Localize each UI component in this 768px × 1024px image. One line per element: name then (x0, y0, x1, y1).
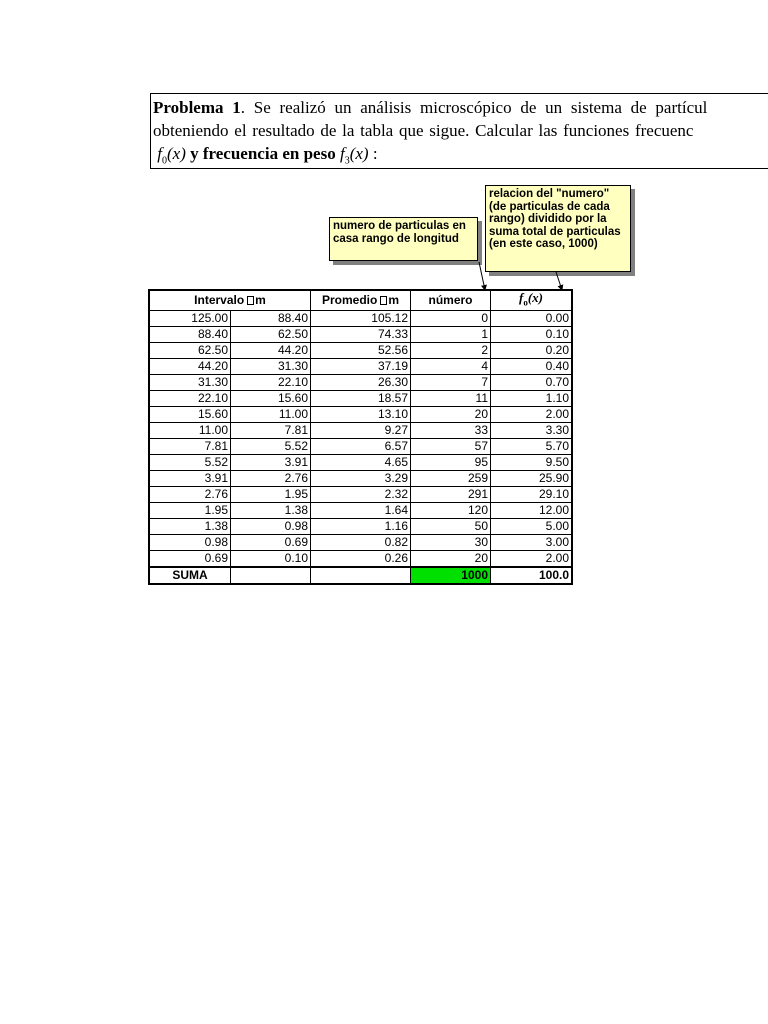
cell-f0: 0.70 (491, 374, 573, 390)
numero-total: 1000 (411, 567, 491, 584)
cell-f0: 25.90 (491, 470, 573, 486)
empty-cell (231, 567, 311, 584)
cell-intervalo-max: 125.00 (149, 310, 231, 326)
cell-intervalo-min: 62.50 (231, 326, 311, 342)
table-row (149, 470, 572, 486)
cell-intervalo-max: 15.60 (149, 406, 231, 422)
cell-promedio: 1.64 (311, 502, 411, 518)
cell-intervalo-max: 5.52 (149, 454, 231, 470)
problem-line-2: obteniendo el resultado de la tabla que sigue. Calcular las funciones frecuenc (153, 121, 694, 140)
cell-promedio: 0.26 (311, 550, 411, 567)
cell-numero: 20 (411, 550, 491, 567)
callout-numero: numero de particulas en casa rango de longitud (329, 217, 478, 261)
problem-line-3: $f_0(x)$ y frecuencia en peso $f_3(x)$ : (157, 144, 378, 167)
table-row (149, 358, 572, 374)
cell-intervalo-min: 0.98 (231, 518, 311, 534)
cell-f0: 0.10 (491, 326, 573, 342)
problem-label: Problema 1 (153, 98, 241, 117)
cell-intervalo-min: 15.60 (231, 390, 311, 406)
table-row (149, 342, 572, 358)
cell-numero: 259 (411, 470, 491, 486)
cell-intervalo-max: 0.98 (149, 534, 231, 550)
cell-numero: 57 (411, 438, 491, 454)
cell-numero: 291 (411, 486, 491, 502)
table-header-row (149, 290, 572, 310)
table-footer-row (149, 567, 572, 584)
cell-promedio: 2.32 (311, 486, 411, 502)
particle-table (148, 289, 573, 585)
cell-f0: 0.00 (491, 310, 573, 326)
table-row (149, 326, 572, 342)
cell-promedio: 37.19 (311, 358, 411, 374)
problem-line-1: Problema 1. Se realizó un análisis microscópico de un sistema de partícul (153, 98, 708, 117)
cell-f0: 0.40 (491, 358, 573, 374)
cell-intervalo-max: 7.81 (149, 438, 231, 454)
cell-promedio: 13.10 (311, 406, 411, 422)
cell-f0: 3.00 (491, 534, 573, 550)
table-row (149, 374, 572, 390)
missing-glyph-icon (247, 296, 254, 305)
formula-f3: $f_3(x)$ (339, 144, 369, 167)
cell-f0: 2.00 (491, 550, 573, 567)
table-row (149, 390, 572, 406)
cell-f0: 5.70 (491, 438, 573, 454)
header-intervalo: Intervalo m (149, 290, 311, 310)
cell-numero: 4 (411, 358, 491, 374)
missing-glyph-icon (380, 296, 387, 305)
arrow-to-f0-column (556, 272, 562, 290)
cell-f0: 2.00 (491, 406, 573, 422)
table-row (149, 454, 572, 470)
cell-numero: 120 (411, 502, 491, 518)
cell-numero: 95 (411, 454, 491, 470)
cell-promedio: 26.30 (311, 374, 411, 390)
cell-f0: 12.00 (491, 502, 573, 518)
cell-intervalo-min: 0.10 (231, 550, 311, 567)
cell-promedio: 1.16 (311, 518, 411, 534)
cell-intervalo-max: 62.50 (149, 342, 231, 358)
cell-f0: 9.50 (491, 454, 573, 470)
cell-intervalo-max: 2.76 (149, 486, 231, 502)
cell-numero: 20 (411, 406, 491, 422)
cell-intervalo-max: 44.20 (149, 358, 231, 374)
cell-intervalo-max: 0.69 (149, 550, 231, 567)
cell-promedio: 52.56 (311, 342, 411, 358)
cell-promedio: 18.57 (311, 390, 411, 406)
problem-statement (150, 93, 768, 169)
cell-intervalo-min: 88.40 (231, 310, 311, 326)
table-row (149, 438, 572, 454)
cell-numero: 11 (411, 390, 491, 406)
cell-numero: 30 (411, 534, 491, 550)
cell-numero: 33 (411, 422, 491, 438)
cell-promedio: 105.12 (311, 310, 411, 326)
table-row (149, 310, 572, 326)
formula-f0: $f_0(x)$ (157, 144, 186, 167)
callout-relacion: relacion del "numero" (de particulas de cada rango) dividido por la suma total de particulas (en este caso, 1000) (485, 185, 631, 272)
cell-numero: 50 (411, 518, 491, 534)
cell-f0: 3.30 (491, 422, 573, 438)
cell-intervalo-max: 1.38 (149, 518, 231, 534)
suma-label: SUMA (149, 567, 231, 584)
cell-intervalo-min: 2.76 (231, 470, 311, 486)
cell-intervalo-max: 11.00 (149, 422, 231, 438)
cell-intervalo-max: 1.95 (149, 502, 231, 518)
cell-intervalo-max: 88.40 (149, 326, 231, 342)
table-row (149, 518, 572, 534)
table-row (149, 550, 572, 567)
cell-numero: 7 (411, 374, 491, 390)
empty-cell (311, 567, 411, 584)
cell-numero: 1 (411, 326, 491, 342)
table-row (149, 422, 572, 438)
cell-f0: 5.00 (491, 518, 573, 534)
cell-intervalo-min: 1.38 (231, 502, 311, 518)
cell-promedio: 9.27 (311, 422, 411, 438)
cell-intervalo-min: 44.20 (231, 342, 311, 358)
table-row (149, 534, 572, 550)
cell-promedio: 3.29 (311, 470, 411, 486)
cell-promedio: 6.57 (311, 438, 411, 454)
cell-numero: 0 (411, 310, 491, 326)
cell-intervalo-min: 22.10 (231, 374, 311, 390)
cell-intervalo-min: 11.00 (231, 406, 311, 422)
cell-f0: 29.10 (491, 486, 573, 502)
cell-intervalo-max: 3.91 (149, 470, 231, 486)
cell-intervalo-min: 7.81 (231, 422, 311, 438)
cell-f0: 0.20 (491, 342, 573, 358)
cell-numero: 2 (411, 342, 491, 358)
cell-intervalo-min: 1.95 (231, 486, 311, 502)
cell-intervalo-min: 31.30 (231, 358, 311, 374)
cell-promedio: 74.33 (311, 326, 411, 342)
table-row (149, 486, 572, 502)
header-f0: $f_o(x)$ (491, 290, 573, 310)
cell-f0: 1.10 (491, 390, 573, 406)
cell-intervalo-min: 0.69 (231, 534, 311, 550)
table-row (149, 406, 572, 422)
cell-intervalo-max: 31.30 (149, 374, 231, 390)
f0-total: 100.0 (491, 567, 573, 584)
table-row (149, 502, 572, 518)
cell-intervalo-min: 3.91 (231, 454, 311, 470)
cell-intervalo-max: 22.10 (149, 390, 231, 406)
cell-promedio: 0.82 (311, 534, 411, 550)
header-numero: número (411, 290, 491, 310)
cell-intervalo-min: 5.52 (231, 438, 311, 454)
cell-promedio: 4.65 (311, 454, 411, 470)
header-promedio: Promedio m (311, 290, 411, 310)
